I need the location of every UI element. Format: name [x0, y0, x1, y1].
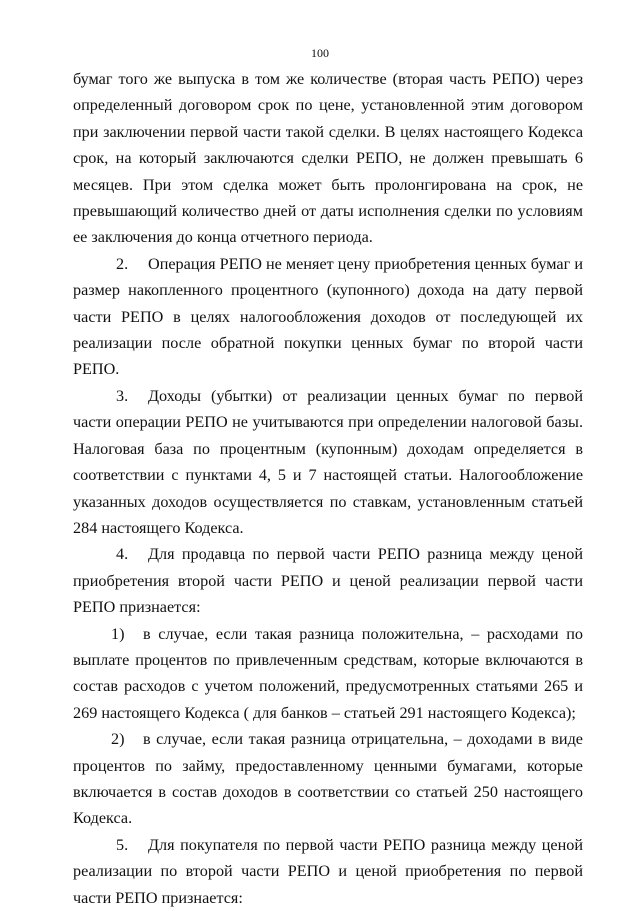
paragraph-text: Для продавца по первой части РЕПО разница между ценой приобретения второй части РЕПО и ценой реализации первой части РЕПО признается:: [73, 545, 583, 617]
paragraph-number: 2.: [116, 254, 129, 273]
paragraph-text: в случае, если такая разница отрицательна, – доходами в виде процентов по займу, предоставленному ценными бумагами, которые включается в состав доходов в соответствии со статьей 250 настоящего Кодекса.: [73, 730, 583, 828]
page-number: 100: [311, 46, 329, 60]
subparagraph-1: [73, 621, 583, 727]
paragraph-number: 4.: [116, 545, 129, 564]
paragraph-continuation: [73, 66, 583, 251]
paragraph-text: Операция РЕПО не меняет цену приобретения ценных бумаг и размер накопленного процентного (купонного) дохода на дату первой части РЕПО в целях налогообложения доходов от последующей их реализации после обратной покупки ценных бумаг по второй части РЕПО.: [73, 254, 583, 379]
document-body: [73, 66, 583, 911]
subparagraph-2: [73, 726, 583, 832]
paragraph-3: [73, 383, 583, 541]
paragraph-text: в случае, если такая разница положительна, – расходами по выплате процентов по привлеченным средствам, которые включаются в состав расходов с учетом положений, предусмотренных статьями 265 и 269 настоящего Кодекса ( для банков – статьей 291 настоящего Кодекса);: [73, 624, 583, 722]
paragraph-4: [73, 541, 583, 620]
paragraph-text: Для покупателя по первой части РЕПО разница между ценой реализации по второй части РЕПО и ценой приобретения по первой части РЕПО признается:: [73, 835, 583, 907]
paragraph-text: Доходы (убытки) от реализации ценных бумаг по первой части операции РЕПО не учитываются при определении налоговой базы. Налоговая база по процентным (купонным) доходам определяется в соответствии с пунктами 4, 5 и 7 настоящей статьи. Налогообложение указанных доходов осуществляется по ставкам, установленным статьей 284 настоящего Кодекса.: [73, 386, 583, 537]
paragraph-number: 3.: [116, 386, 129, 405]
paragraph-2: [73, 251, 583, 383]
paragraph-number: 2): [111, 730, 125, 749]
paragraph-text: бумаг того же выпуска в том же количестве (вторая часть РЕПО) через определенный договором срок по цене, установленной этим договором при заключении первой части такой сделки. В целях настоящего Кодекса срок, на который заключаются сделки РЕПО, не должен превышать 6 месяцев. При этом сделка может быть пролонгирована на срок, не превышающий количество дней от даты исполнения сделки по условиям ее заключения до конца отчетного периода.: [73, 70, 583, 247]
paragraph-5: [73, 832, 583, 911]
paragraph-number: 1): [111, 624, 125, 643]
paragraph-number: 5.: [116, 835, 129, 854]
